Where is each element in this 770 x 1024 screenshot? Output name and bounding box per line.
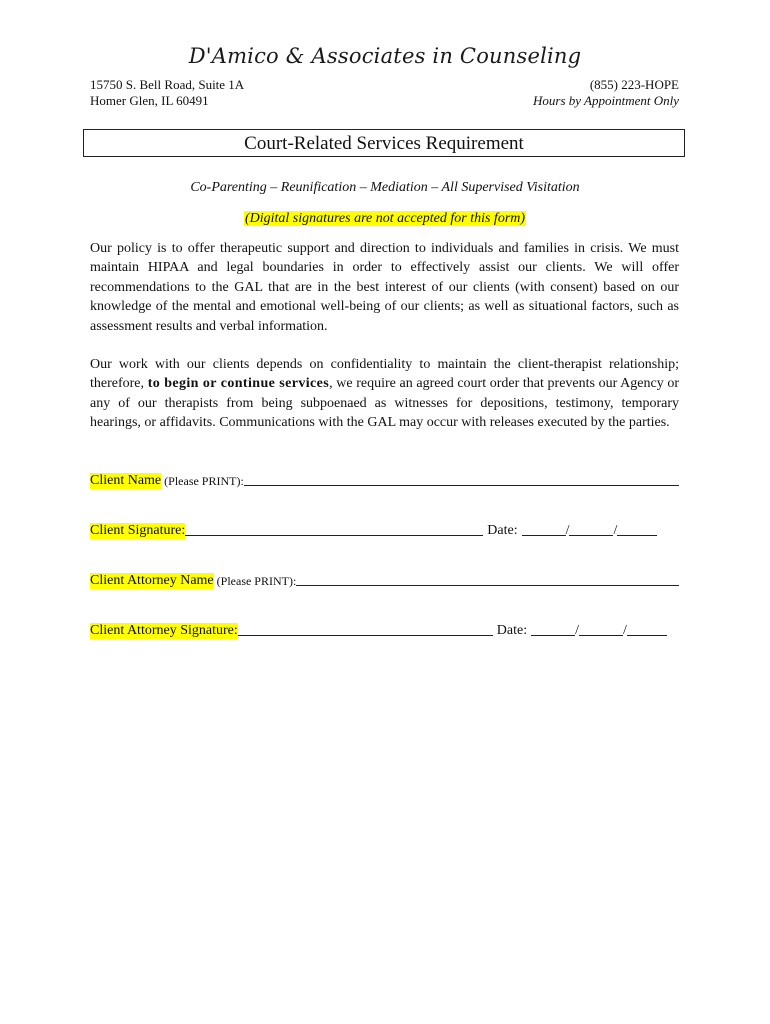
attorney-date-month-line[interactable]	[531, 621, 575, 636]
client-name-field	[90, 469, 679, 489]
confidentiality-paragraph	[90, 355, 679, 433]
attorney-name-input-line[interactable]	[296, 571, 679, 586]
form-title: Court-Related Services Requirement	[83, 129, 685, 157]
date-separator: /	[613, 523, 618, 538]
attorney-signature-input-line[interactable]	[238, 621, 493, 636]
attorney-date-year-line[interactable]	[627, 621, 667, 636]
attorney-signature-label: Client Attorney Signature:	[90, 623, 238, 638]
notice-row	[0, 209, 770, 227]
client-signature-input-line[interactable]	[185, 521, 483, 536]
date-separator: /	[565, 523, 570, 538]
services-line: Co-Parenting – Reunification – Mediation – All Supervised Visitation	[190, 180, 580, 195]
client-date-year-line[interactable]	[617, 521, 657, 536]
phone-number: (855) 223-HOPE	[589, 77, 679, 92]
date-separator: /	[575, 623, 579, 638]
paragraph2-end: , we require an agreed court order that prevents our Agency or any of our therapists from being subpoenaed as witnesses for depositions, testimony, temporary hearings, or affidavits. Communications with the GAL may occur with releases executed by the parties.	[90, 376, 679, 431]
attorney-name-hint: (Please PRINT):	[216, 574, 297, 588]
hours-note: Hours by Appointment Only	[533, 93, 679, 108]
attorney-name-label: Client Attorney Name	[90, 573, 214, 588]
attorney-signature-field	[90, 619, 679, 639]
organization-name: D'Amico & Associates in Counseling	[188, 44, 582, 68]
address-line-2: Homer Glen, IL 60491	[90, 93, 209, 108]
paragraph2-bold: to begin or continue services	[147, 376, 330, 392]
client-date-label: Date:	[487, 523, 518, 538]
policy-paragraph: Our policy is to offer therapeutic support and direction to individuals and families in crisis. We must maintain HIPAA and legal boundaries in order to effectively assist our clients. We will offer recommendations to the GAL that are in the best interest of our clients (with consent) based on our knowledge of the mental and emotional well-being of our clients; as well as situational factors, such as assessment results and verbal information.	[90, 241, 679, 334]
digital-signature-notice: (Digital signatures are not accepted for this form)	[244, 211, 526, 226]
client-date-month-line[interactable]	[522, 521, 566, 536]
client-signature-field	[90, 519, 679, 539]
client-date-day-line[interactable]	[569, 521, 613, 536]
client-name-input-line[interactable]	[244, 471, 679, 486]
client-signature-label: Client Signature:	[90, 523, 186, 538]
address-line-1: 15750 S. Bell Road, Suite 1A	[90, 77, 245, 92]
paragraph2-start: Our work with our clients depends on confidentiality to maintain the client-therapist relationship; therefore,	[90, 357, 679, 392]
client-name-hint: (Please PRINT):	[164, 474, 244, 488]
attorney-date-day-line[interactable]	[579, 621, 623, 636]
address-block	[90, 77, 244, 109]
attorney-name-field	[90, 569, 679, 589]
client-name-label: Client Name	[90, 473, 162, 488]
date-separator: /	[622, 623, 627, 638]
attorney-date-label: Date:	[496, 623, 528, 638]
contact-block	[533, 77, 679, 109]
